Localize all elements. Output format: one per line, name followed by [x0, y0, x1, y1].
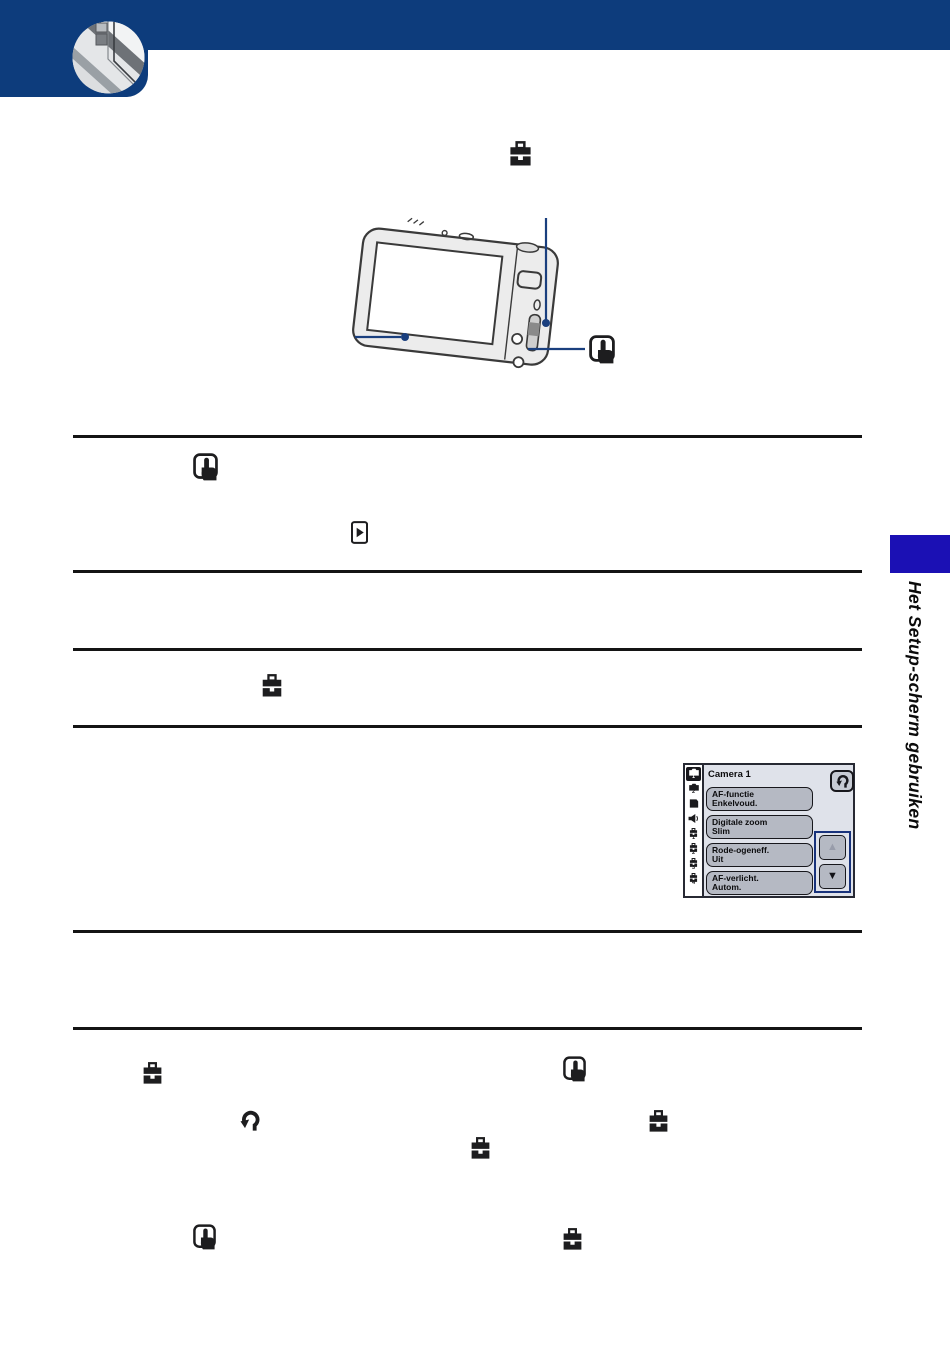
- section-rule: [73, 1027, 862, 1030]
- section-rule: [73, 648, 862, 651]
- scroll-buttons-highlight: [814, 831, 851, 893]
- sidebar-tab-setup1: 1: [686, 827, 701, 841]
- setup-screen-screenshot: [683, 763, 855, 898]
- touch-panel-icon: [563, 1056, 586, 1083]
- menu-item-rode-ogeneff: Rode-ogeneff. Uit: [706, 843, 813, 867]
- scroll-up-button: [819, 835, 846, 860]
- chapter-title-vertical: Het Setup-scherm gebruiken: [905, 581, 925, 830]
- up-arrow-icon: ▲: [827, 841, 838, 853]
- chapter-thumbnail-photo: [70, 19, 147, 96]
- sidebar-tab-camera1: 1: [686, 767, 701, 781]
- setup-toolbox-icon: [471, 1137, 490, 1159]
- return-arrow-icon: [836, 774, 849, 789]
- down-arrow-icon: ▼: [827, 870, 838, 882]
- section-rule: [73, 930, 862, 933]
- scroll-down-button: [819, 864, 846, 889]
- touch-panel-icon: [588, 335, 616, 365]
- setup-toolbox-icon: [649, 1110, 668, 1132]
- touch-panel-icon: [193, 1224, 216, 1251]
- sidebar-tab-setup2: 2: [686, 842, 701, 856]
- menu-item-af-functie: AF-functie Enkelvoud.: [706, 787, 813, 811]
- setup-screen-sidebar: [685, 765, 704, 896]
- sidebar-tab-camera2: 2: [686, 782, 701, 796]
- setup-toolbox-icon: [143, 1062, 162, 1084]
- sidebar-tab-sound: [686, 812, 701, 826]
- section-rule: [73, 570, 862, 573]
- setup-toolbox-icon: [508, 141, 533, 166]
- return-button: [830, 770, 854, 792]
- sidebar-tab-memory-card: [686, 797, 701, 811]
- setup-toolbox-icon: [563, 1228, 582, 1250]
- menu-item-af-verlicht: AF-verlicht. Autom.: [706, 871, 813, 895]
- menu-item-digitale-zoom: Digitale zoom Slim: [706, 815, 813, 839]
- setup-toolbox-icon: [262, 674, 282, 697]
- setup-screen-title: Camera 1: [708, 769, 751, 780]
- playback-icon: [351, 521, 368, 544]
- sidebar-tab-setup3: 3: [686, 857, 701, 871]
- touch-panel-icon: [193, 453, 218, 482]
- sidebar-tab-setup4: 4: [686, 872, 701, 886]
- chapter-tab: [890, 535, 950, 573]
- section-rule: [73, 725, 862, 728]
- camera-back-illustration: [338, 210, 628, 405]
- section-rule: [73, 435, 862, 438]
- return-arrow-icon: [240, 1109, 260, 1133]
